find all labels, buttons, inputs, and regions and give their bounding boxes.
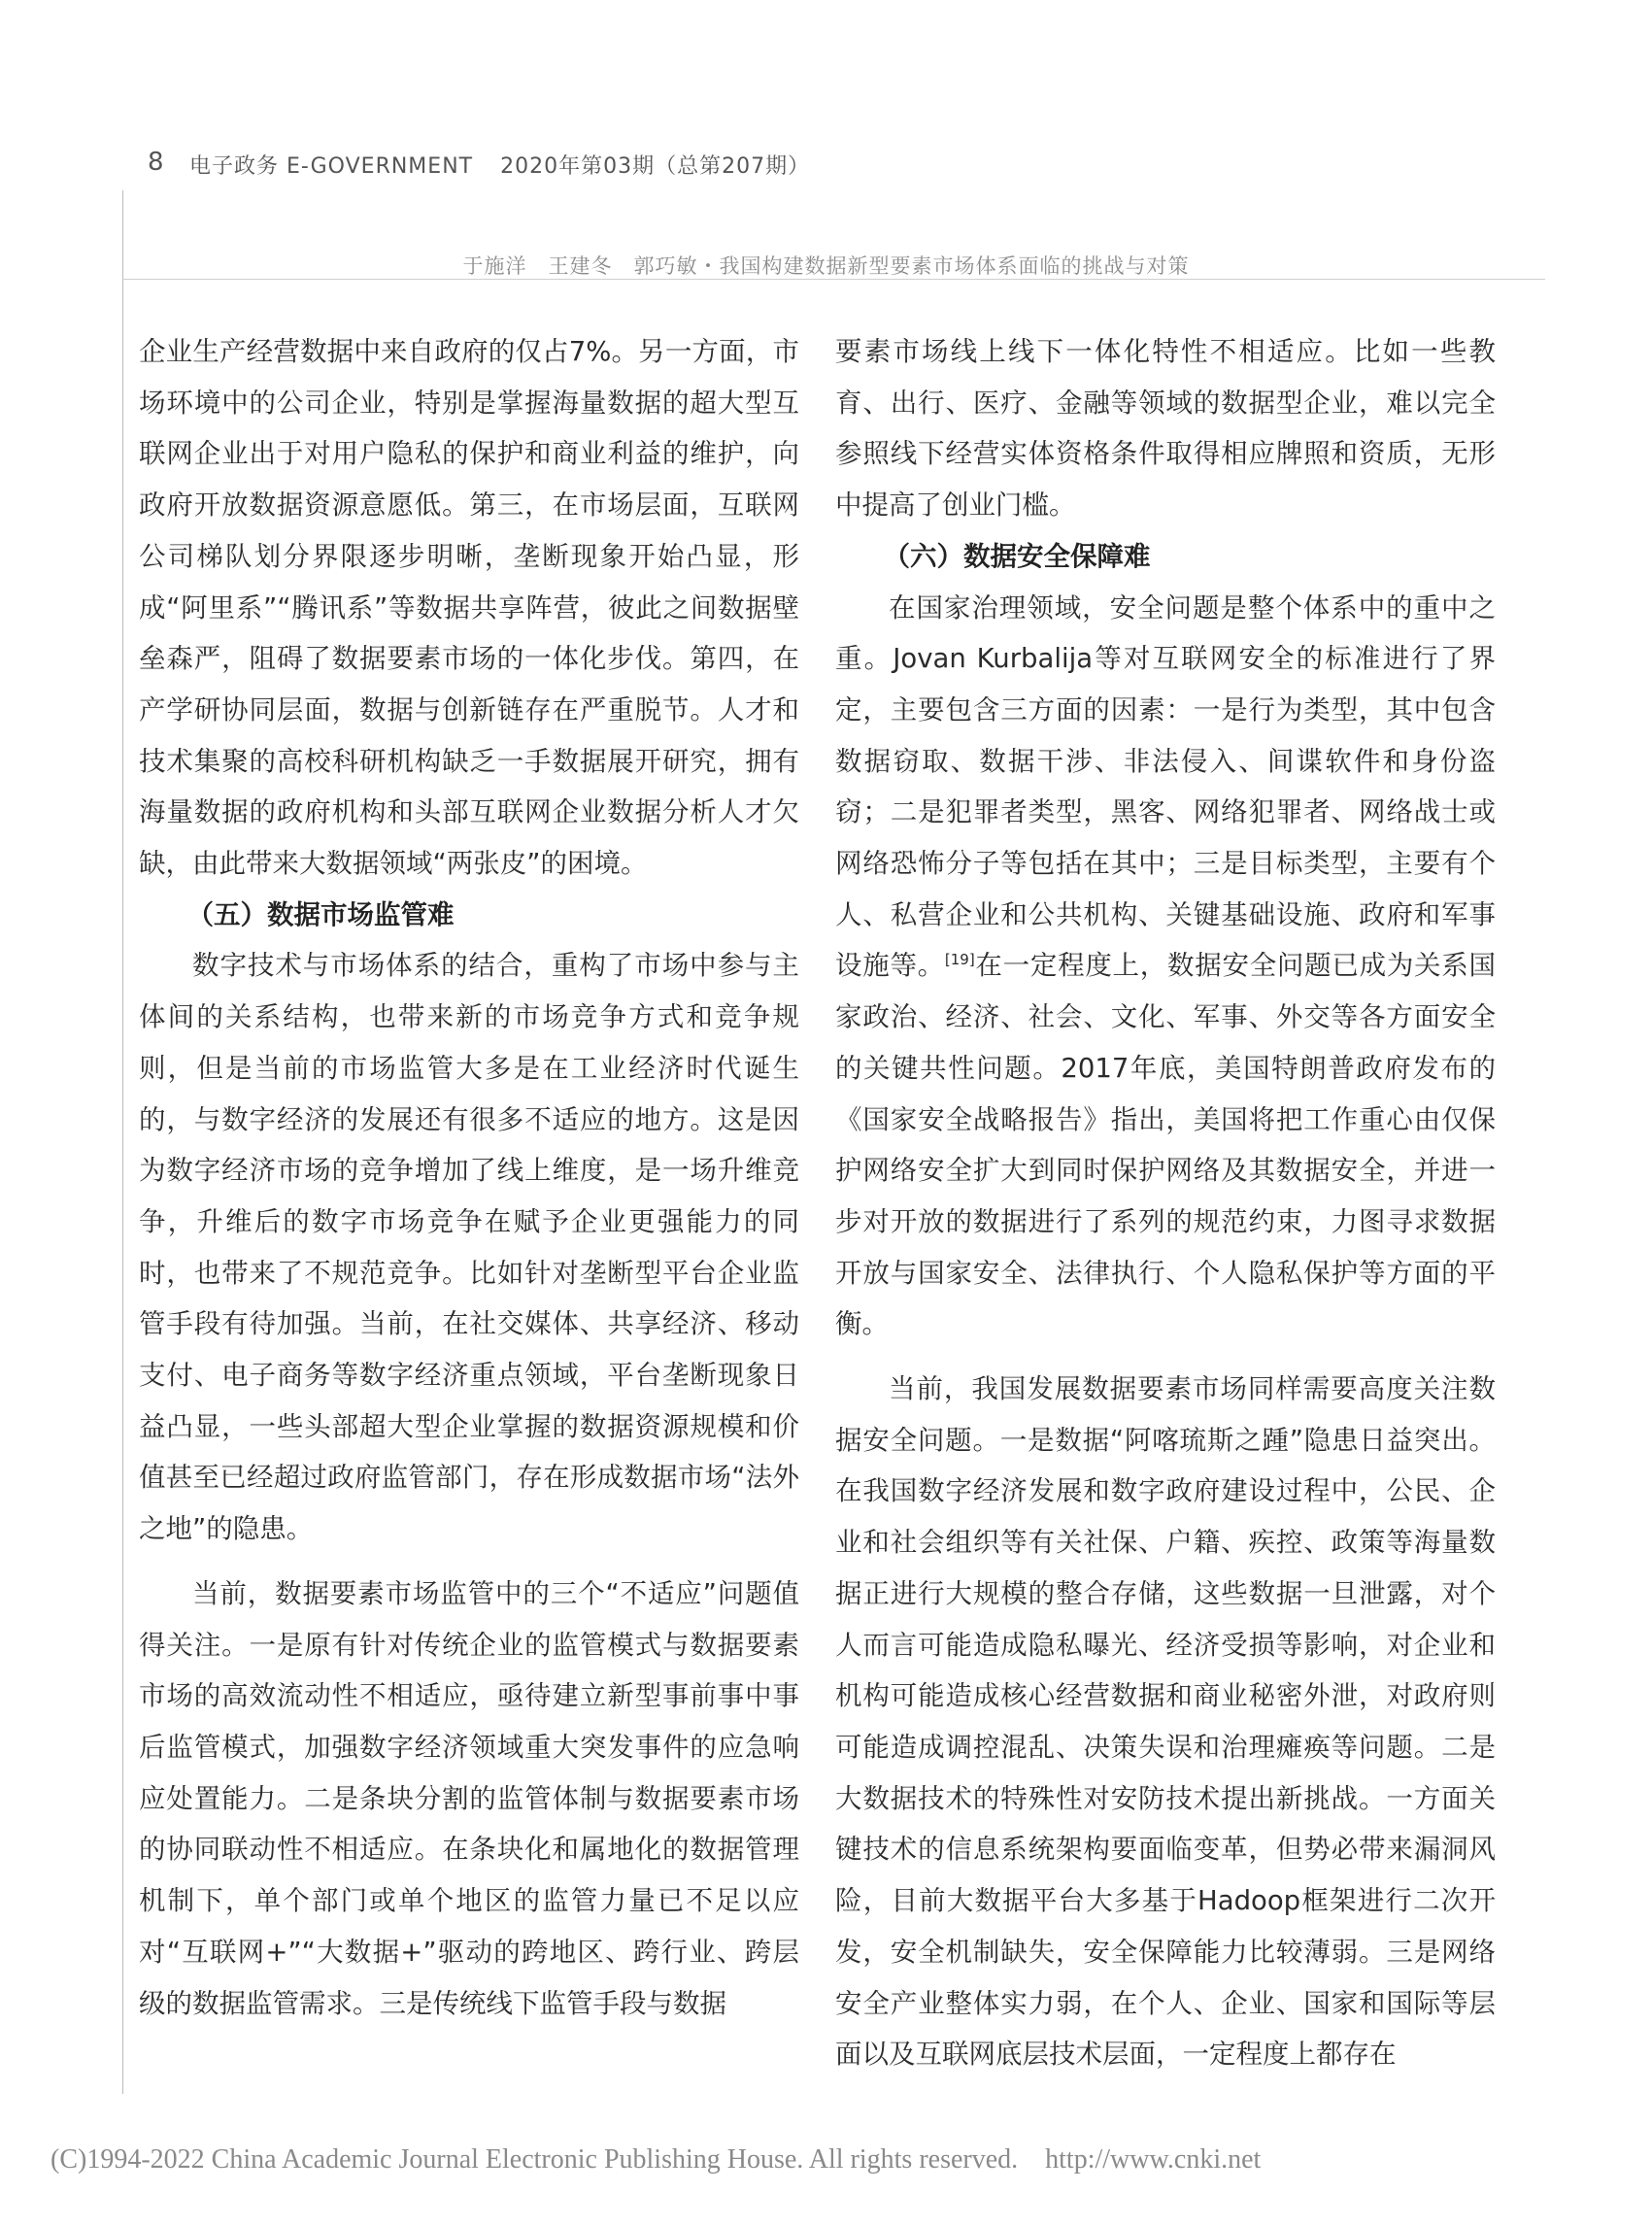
journal-issue: 2020年第03期（总第207期） <box>500 154 811 179</box>
citation-ref: [19] <box>944 951 975 969</box>
copyright-text: (C)1994-2022 China Academic Journal Electronic Publishing House. All rights reserved. <box>51 2144 1019 2175</box>
paragraph-text: 在一定程度上，数据安全问题已成为关系国家政治、经济、社会、文化、军事、外交等各方面安全的关键共性问题。2017年底，美国特朗普政府发布的《国家安全战略报告》指出，美国将把工作重心由仅保护网络安全扩大到同时保护网络及其数据安全，并进一步对开放的数据进行了系列的规范约束，力图寻求数据开放与国家安全、法律执行、个人隐私保护等方面的平衡。 <box>835 950 1496 1340</box>
left-column <box>139 326 799 2029</box>
cnki-link[interactable]: http://www.cnki.net <box>1045 2144 1262 2175</box>
journal-name: 电子政务 E-GOVERNMENT <box>189 154 474 179</box>
page-number: 8 <box>148 148 164 177</box>
paragraph-text: 在国家治理领域，安全问题是整个体系中的重中之重。Jovan Kurbalija等对互联网安全的标准进行了界定，主要包含三方面的因素：一是行为类型，其中包含数据窃取、数据干涉、非法侵入、间谍软件和身份盗窃；二是犯罪者类型，黑客、网络犯罪者、网络战士或网络恐怖分子等包括在其中；三是目标类型，主要有个人、私营企业和公共机构、关键基础设施、政府和军事设施等。 <box>835 591 1496 982</box>
paragraph: 要素市场线上线下一体化特性不相适应。比如一些教育、出行、医疗、金融等领域的数据型企业，难以完全参照线下经营实体资格条件取得相应牌照和资质，无形中提高了创业门槛。 <box>835 336 1496 522</box>
paragraph: 当前，数据要素市场监管中的三个“不适应”问题值得关注。一是原有针对传统企业的监管模式与数据要素市场的高效流动性不相适应，亟待建立新型事前事中事后监管模式，加强数字经济领域重大突发事件的应急响应处置能力。二是条块分割的监管体制与数据要素市场的协同联动性不相适应。在条块化和属地化的数据管理机制下，单个部门或单个地区的监管力量已不足以应对“互联网+”“大数据+”驱动的跨地区、跨行业、跨层级的数据监管需求。三是传统线下监管手段与数据 <box>139 1577 799 2019</box>
right-column <box>835 326 1496 2080</box>
paragraph: 当前，我国发展数据要素市场同样需要高度关注数据安全问题。一是数据“阿喀琉斯之踵”隐患日益突出。在我国数字经济发展和数字政府建设过程中，公民、企业和社会组织等有关社保、户籍、疾控、政策等海量数据正进行大规模的整合存储，这些数据一旦泄露，对个人而言可能造成隐私曝光、经济受损等影响，对企业和机构可能造成核心经营数据和商业秘密外泄，对政府则可能造成调控混乱、决策失误和治理瘫痪等问题。二是大数据技术的特殊性对安防技术提出新挑战。一方面关键技术的信息系统架构要面临变革，但势必带来漏洞风险，目前大数据平台大多基于Hadoop框架进行二次开发，安全机制缺失，安全保障能力比较薄弱。三是网络安全产业整体实力弱，在个人、企业、国家和国际等层面以及互联网底层技术层面，一定程度上都存在 <box>835 1373 1496 2071</box>
section-heading: （六）数据安全保障难 <box>883 540 1151 572</box>
paragraph: 企业生产经营数据中来自政府的仅占7%。另一方面，市场环境中的公司企业，特别是掌握海量数据的超大型互联网企业出于对用户隐私的保护和商业利益的维护，向政府开放数据资源意愿低。第三，在市场层面，互联网公司梯队划分界限逐步明晰，垄断现象开始凸显，形成“阿里系”“腾讯系”等数据共享阵营，彼此之间数据壁垒森严，阻碍了数据要素市场的一体化步伐。第四，在产学研协同层面，数据与创新链存在严重脱节。人才和技术集聚的高校科研机构缺乏一手数据展开研究，拥有海量数据的政府机构和头部互联网企业数据分析人才欠缺，由此带来大数据领域“两张皮”的困境。 <box>139 336 799 880</box>
section-heading: （五）数据市场监管难 <box>186 898 455 930</box>
left-margin-rule <box>122 190 123 2094</box>
running-header: 于施洋 王建冬 郭巧敏・我国构建数据新型要素市场体系面临的挑战与对策 <box>462 254 1190 278</box>
copyright-footer <box>51 2144 1261 2175</box>
paragraph <box>835 583 1496 1351</box>
paragraph: 数字技术与市场体系的结合，重构了市场中参与主体间的关系结构，也带来新的市场竞争方式和竞争规则，但是当前的市场监管大多是在工业经济时代诞生的，与数字经济的发展还有很多不适应的地方。这是因为数字经济市场的竞争增加了线上维度，是一场升维竞争，升维后的数字市场竞争在赋予企业更强能力的同时，也带来了不规范竞争。比如针对垄断型平台企业监管手段有待加强。当前，在社交媒体、共享经济、移动支付、电子商务等数字经济重点领域，平台垄断现象日益凸显，一些头部超大型企业掌握的数据资源规模和价值甚至已经超过政府监管部门，存在形成数据市场“法外之地”的隐患。 <box>139 950 799 1545</box>
journal-header <box>189 150 810 180</box>
header-rule <box>122 279 1545 280</box>
